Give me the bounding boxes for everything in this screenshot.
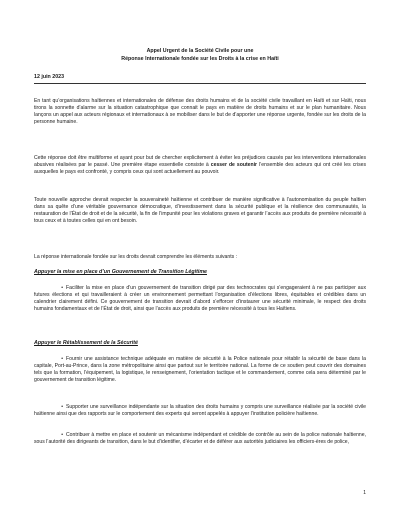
intro-paragraph: En tant qu’organisations haïtiennes et internationales de défense des droits humains et de la société civile travaillant en Haïti et sur Haïti, nous tirons la sonnette d’alarme sur la situation catastrophique que connait le pays en matière de droits humains et sur le plan humanitaire. Nous lançons un appel aux acteurs régionaux et internationaux à se mobiliser dans le but de d’apporter une réponse urgente, fondée sur les droits de la personne humaine. xyxy=(34,98,366,125)
section-1-bullet-1 xyxy=(34,285,366,313)
title-line-1: Appel Urgent de la Société Civile pour une xyxy=(146,48,254,54)
section-1-bullet-1-text: Faciliter la mise en place d’un gouvernement de transition dirigé par des technocrates qui s’engageraient à ne pas participer aux futures élections et qui travailleraient à créer un environnement permettant l’organisation d’élections libres, équitables et crédibles dans un calendrier clairement défini. Ce gouvernement de transition devrait d’abord s’efforcer d’instaurer une sécurité minimale, le respect des droits humains fondamentaux et de l’État de droit, ainsi que l’accès aux produits de première nécessité à tous les Haïtiens. xyxy=(34,285,366,312)
bullet-icon: • xyxy=(61,404,63,410)
paragraph-3: Toute nouvelle approche devrait respecter la souveraineté haïtienne et contribuer de manière significative à l’autonomisation du peuple haïtien dans sa quête d’une véritable gouvernance démocratique, d’investissement dans la sécurité publique et la résilience des communautés, la restauration de l’État de droit et de la sécurité, la fin de l’impunité pour les violations graves et garantir l’accès aux produits de première nécessité à tous ceux et à toutes celles qui en ont besoin. xyxy=(34,197,366,224)
bullet-icon: • xyxy=(61,356,63,362)
section-2-bullet-1 xyxy=(34,356,366,384)
section-2-bullet-2 xyxy=(34,404,366,418)
document-title xyxy=(34,48,366,63)
paragraph-2-end: l’ensemble des acteurs qui ont créé les crises auxquelles le pays est confronté, y compris ceux qui sont actuellement au pouvoir. xyxy=(34,161,366,175)
section-2-bullet-3-text: Contribuer à mettre en place et soutenir un mécanisme indépendant et crédible de contrôle au sein de la police nationale haïtienne, sous l’autorité des dirigeants de transition, dans le but d’identifier, d’écarter et de déférer aux autorités judiciaires les officiers-ères de police, xyxy=(34,432,366,445)
paragraph-2-start: Cette réponse doit être multiforme et ayant pour but de chercher explicitement à éviter les préjudices causés par les interventions internationales abusives réalisées par le passé. Une première étape essentielle consiste à xyxy=(34,155,366,168)
paragraph-2-emphasis: cesser de soutenir xyxy=(210,161,257,168)
document-date: 12 juin 2023 xyxy=(34,74,366,84)
section-2-bullet-2-text: Supporter une surveillance indépendante sur la situation des droits humains y compris une surveillance réalisée par la société civile haïtienne ainsi que des rapports sur le comportement des experts qui seront appelés à appuyer l’institution policière haïtienne. xyxy=(34,404,366,417)
title-line-2: Réponse Internationale fondée sur les Droits à la crise en Haïti xyxy=(121,55,279,62)
section-2-bullet-1-text: Fournir une assistance technique adéquate en matière de sécurité à la Police nationale pour rétablir la sécurité de base dans la capitale, Port-au-Prince, dans la zone métropolitaine ainsi que partout sur le territoire national. La forme de ce soutien peut couvrir des domaines tels que la formation, l’équipement, la logistique, le renseignement, l’orientation tactique et le commandement, comme cela sera déterminé par le gouvernement de transition légitime. xyxy=(34,356,366,383)
bullet-icon: • xyxy=(61,432,63,438)
section-1-title: Appuyer la mise en place d’un Gouvernement de Transition Légitime xyxy=(34,269,207,275)
page-number: 1 xyxy=(363,490,366,496)
paragraph-2 xyxy=(34,155,366,176)
paragraph-4: La réponse internationale fondée sur les droits devrait comprendre les éléments suivants : xyxy=(34,254,238,260)
bullet-icon: • xyxy=(61,285,63,291)
section-2-bullet-3 xyxy=(34,432,366,446)
section-2-title: Appuyer le Rétablissement de la Sécurité xyxy=(34,340,138,346)
